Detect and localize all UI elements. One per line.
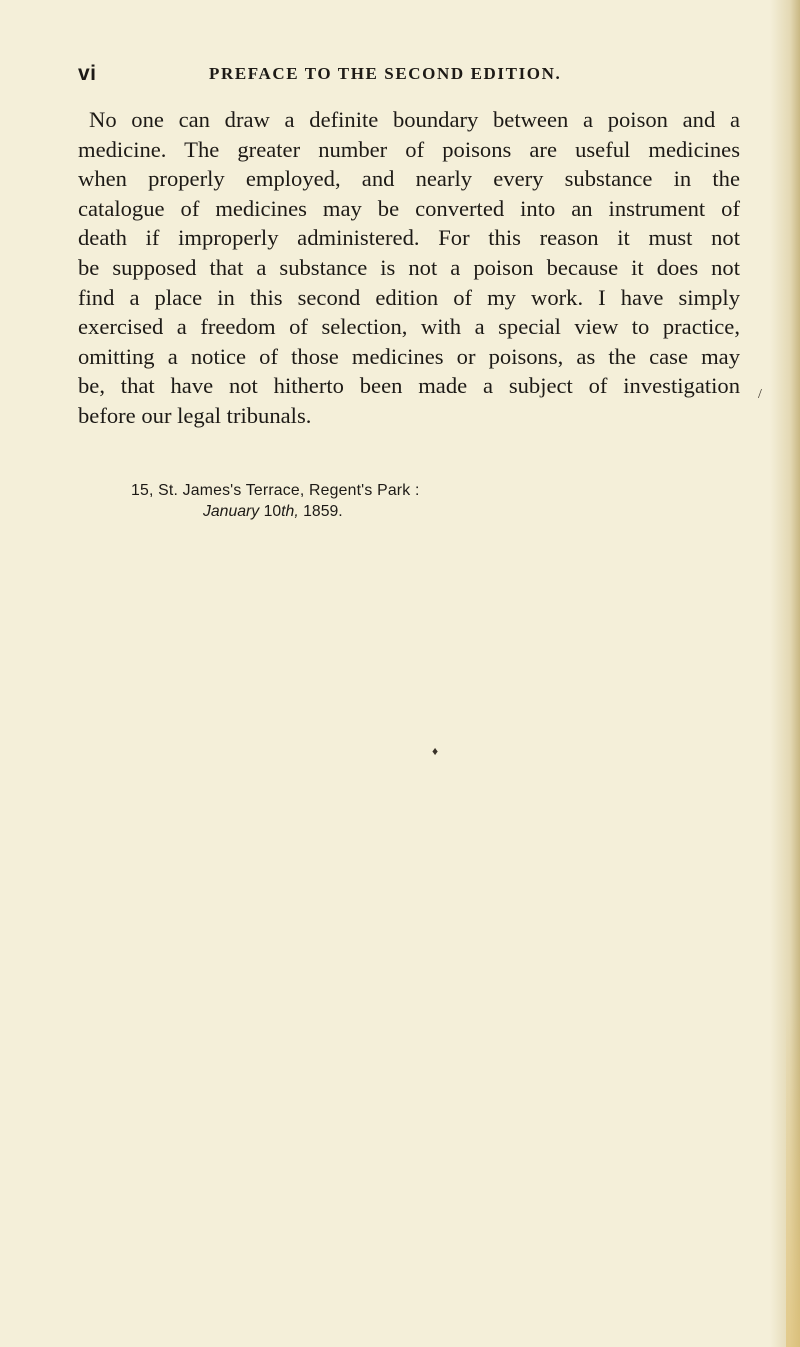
paragraph-line: before our legal tribunals. — [78, 402, 312, 428]
preface-paragraph — [78, 105, 740, 431]
paragraph-line: be, that have not hitherto been made a subject of investigation — [78, 373, 740, 399]
paragraph-line: omitting a notice of those medicines or poisons, as the case may — [78, 343, 740, 369]
page-edge-stain — [786, 1000, 800, 1347]
paragraph-line: when properly employed, and nearly every substance in the — [78, 166, 740, 192]
paragraph-line: find a place in this second edition of my work. I have simply — [78, 284, 740, 310]
signature-month: January — [203, 503, 260, 520]
signature-date — [131, 501, 420, 522]
signature-day: 10th, — [263, 503, 299, 520]
running-head — [78, 62, 740, 86]
paragraph-line: medicine. The greater number of poisons are useful medicines — [78, 136, 740, 162]
signature-block — [131, 480, 420, 522]
paragraph-line: be supposed that a substance is not a poison because it does not — [78, 254, 740, 280]
stray-ink-mark: ♦ — [432, 744, 439, 758]
signature-address: 15, St. James's Terrace, Regent's Park : — [131, 482, 420, 499]
paragraph-line: catalogue of medicines may be converted into an instrument of — [78, 195, 740, 221]
margin-slash-mark: / — [758, 387, 762, 402]
page-number: vi — [78, 62, 97, 85]
signature-year: 1859. — [303, 503, 343, 520]
running-title: PREFACE TO THE SECOND EDITION. — [209, 64, 562, 83]
paragraph-line: death if improperly administered. For this reason it must not — [78, 225, 740, 251]
paragraph-line: exercised a freedom of selection, with a special view to practice, — [78, 314, 740, 340]
paragraph-line: No one can draw a definite boundary between a poison and a — [89, 107, 740, 132]
